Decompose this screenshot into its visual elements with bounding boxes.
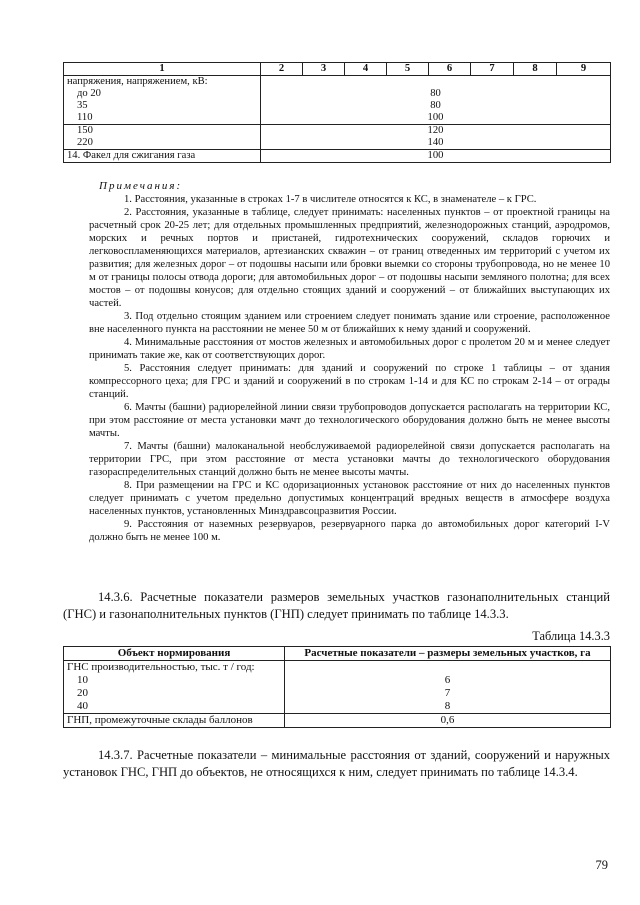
row-sublabel: 10 xyxy=(77,674,88,686)
note-item: 9. Расстояния от наземных резервуаров, резервуарного парка до автомобильных дорог категорий I-V должно быть не менее 100 м. xyxy=(89,519,610,543)
row-values xyxy=(285,661,611,714)
row-sublabel: 20 xyxy=(77,687,88,699)
group-label: ГНС производительностью, тыс. т / год: xyxy=(67,661,255,673)
table-row xyxy=(64,125,611,150)
table-row xyxy=(64,714,611,728)
note-item: 2. Расстояния, указанные в таблице, следует принимать: населенных пунктов – от проектной границы на расчетный срок 20-25 лет; для отдельных промышленных предприятий, железнодорожных станций, аэродромов, морских и речных портов и пристаней, гидротехнических сооружений, складов горючих и легковоспламеняющихся материалов, артезианских скважин – от границ отведенных им территорий с учетом их развития; для железных дорог – от подошвы насыпи или бровки выемки со стороны трубопровода, но не менее 10 м от границы полосы отвода дороги; для автомобильных дорог – от подошвы насыпи земляного полотна; для всех мостов – от подошвы конусов; для отдельно стоящих зданий и сооружений – от ближайших выступающих их частей. xyxy=(89,207,610,309)
note-item: 5. Расстояния следует принимать: для зданий и сооружений по строке 1 таблицы – от здания компрессорного цеха; для ГРС и зданий и сооружений в по строкам 1-14 и для КС по строкам 2-14 – от ограды станций. xyxy=(89,363,610,400)
column-header: 8 xyxy=(514,63,557,76)
row-label: 14. Факел для сжигания газа xyxy=(64,150,261,163)
table-row xyxy=(64,661,611,714)
table-header-row xyxy=(64,63,611,76)
row-sublabel: 110 xyxy=(77,112,93,123)
row-sublabel: 35 xyxy=(77,100,88,111)
row-sublabel: до 20 xyxy=(77,88,101,99)
cell-value: 80 xyxy=(430,100,441,111)
row-sublabel: 150 xyxy=(77,125,93,136)
row-label xyxy=(64,125,261,150)
cell-value: 100 xyxy=(261,150,611,163)
column-header: Объект нормирования xyxy=(64,647,285,661)
row-values xyxy=(261,125,611,150)
column-header: 9 xyxy=(557,63,611,76)
column-header: 5 xyxy=(387,63,429,76)
group-label: напряжения, напряжением, кВ: xyxy=(67,76,208,87)
column-header: 7 xyxy=(471,63,514,76)
column-header: 6 xyxy=(429,63,471,76)
column-header: Расчетные показатели – размеры земельных участков, га xyxy=(285,647,611,661)
notes-title: Примечания: xyxy=(99,180,183,192)
table-row xyxy=(64,150,611,163)
cell-value: 0,6 xyxy=(285,714,611,728)
distance-table-continuation xyxy=(63,62,611,163)
page-number: 79 xyxy=(595,858,608,872)
cell-value: 100 xyxy=(427,112,444,123)
table-row xyxy=(64,76,611,125)
cell-value: 140 xyxy=(427,137,444,148)
column-header: 2 xyxy=(261,63,303,76)
paragraph-14-3-6: 14.3.6. Расчетные показатели размеров земельных участков газонаполнительных станций (ГНС) и газонаполнительных пунктов (ГНП) следует принимать по таблице 14.3.3. xyxy=(63,590,610,621)
cell-value: 6 xyxy=(444,674,451,686)
table-header-row xyxy=(64,647,611,661)
cell-value: 120 xyxy=(427,125,444,136)
note-item: 7. Мачты (башни) малоканальной необслуживаемой радиорелейной связи допускается располагать на территории ГРС, при этом расстояние от места установки мачты до технологического оборудования газораспределительных станций должно быть не менее высоты мачты. xyxy=(89,441,610,478)
note-item: 8. При размещении на ГРС и КС одоризационных установок расстояние от них до населенных пунктов следует принимать с учетом предельно допустимых концентраций вредных веществ в атмосфере воздуха населенных пунктов, установленных Минздравсоцразвития России. xyxy=(89,480,610,517)
note-item: 1. Расстояния, указанные в строках 1-7 в числителе относятся к КС, в знаменателе – к ГРС. xyxy=(124,194,537,205)
column-header: 3 xyxy=(303,63,345,76)
table-caption: Таблица 14.3.3 xyxy=(532,629,610,643)
row-values xyxy=(261,76,611,125)
cell-value: 7 xyxy=(444,687,451,699)
paragraph-14-3-7: 14.3.7. Расчетные показатели – минимальные расстояния от зданий, сооружений и наружных установок ГНС, ГНП до объектов, не относящихся к ним, следует принимать по таблице 14.3.4. xyxy=(63,748,610,779)
note-item: 3. Под отдельно стоящим зданием или строением следует понимать здание или строение, расположенное вне населенного пункта на расстоянии не менее 50 м от ближайших к нему зданий и сооружений. xyxy=(89,311,610,335)
column-header: 1 xyxy=(64,63,261,76)
note-item: 4. Минимальные расстояния от мостов железных и автомобильных дорог с пролетом 20 м и менее следует принимать такие же, как от соответствующих дорог. xyxy=(89,337,610,361)
land-plot-table xyxy=(63,646,611,728)
row-label xyxy=(64,661,285,714)
row-sublabel: 220 xyxy=(77,137,93,148)
notes-section xyxy=(89,180,610,544)
cell-value: 80 xyxy=(430,88,441,99)
cell-value: 8 xyxy=(444,700,451,712)
row-sublabel: 40 xyxy=(77,700,88,712)
note-item: 6. Мачты (башни) радиорелейной линии связи трубопроводов допускается располагать на территории КС, при этом расстояние от места установки мачт до технологического оборудования должно быть не менее высоты мачты. xyxy=(89,402,610,439)
row-label: ГНП, промежуточные склады баллонов xyxy=(64,714,285,728)
column-header: 4 xyxy=(345,63,387,76)
row-label xyxy=(64,76,261,125)
